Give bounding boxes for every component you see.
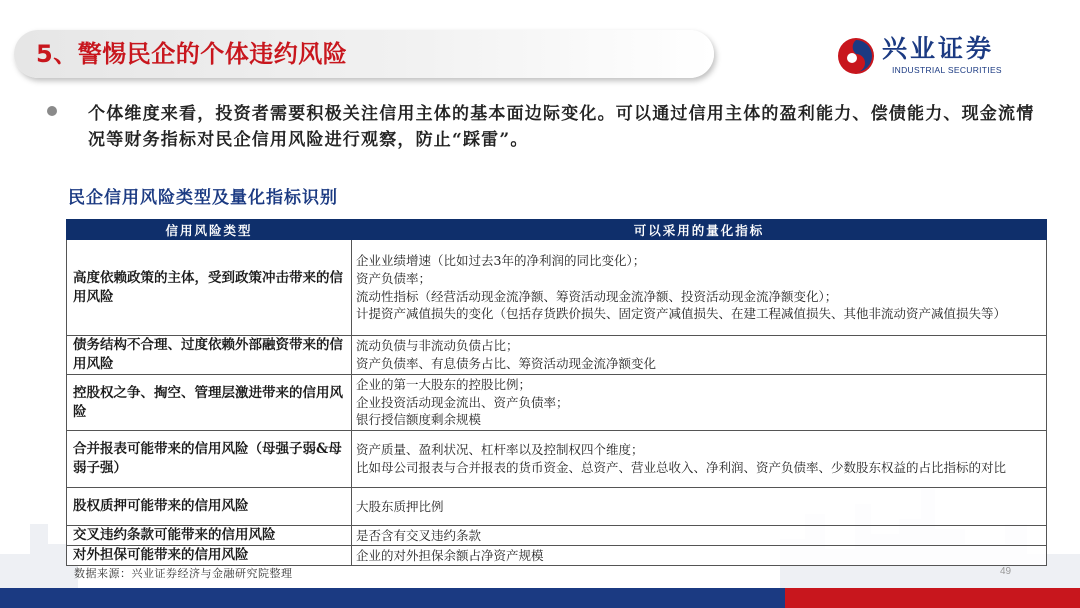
risk-type-cell: 股权质押可能带来的信用风险: [67, 488, 352, 526]
table-row: [67, 240, 1047, 336]
header-risk-type: 信用风险类型: [67, 220, 352, 240]
risk-indicator-table: [66, 219, 1047, 566]
risk-type-cell: 合并报表可能带来的信用风险（母强子弱&母弱子强）: [67, 431, 352, 488]
indicator-line: 计提资产减值损失的变化（包括存货跌价损失、固定资产减值损失、在建工程减值损失、其他非流动资产减值损失等）: [356, 306, 1007, 322]
company-logo: [836, 34, 1046, 82]
indicators-cell: [352, 546, 1047, 566]
logo-name-en: INDUSTRIAL SECURITIES: [892, 65, 1002, 75]
indicator-line: 流动性指标（经营活动现金流净额、筹资活动现金流净额、投资活动现金流净额变化）；: [356, 288, 838, 304]
header-indicators: 可以采用的量化指标: [352, 220, 1047, 240]
indicator-line: 资产负债率、有息债务占比、筹资活动现金流净额变化: [356, 356, 657, 371]
indicator-line: 企业的第一大股东的控股比例；: [356, 377, 532, 393]
page-number: 49: [1000, 566, 1012, 577]
risk-type-cell: 控股权之争、掏空、管理层激进带来的信用风险: [67, 375, 352, 431]
page-title: 5、警惕民企的个体违约风险: [36, 40, 348, 68]
table-row: [67, 488, 1047, 526]
indicator-line: 资产负债率；: [356, 270, 432, 286]
indicators-cell: [352, 431, 1047, 488]
title-banner: [14, 30, 714, 78]
risk-type-cell: 对外担保可能带来的信用风险: [67, 546, 352, 566]
indicators-cell: [352, 375, 1047, 431]
table-header-row: [67, 220, 1047, 240]
bullet-paragraph: 个体维度来看，投资者需要积极关注信用主体的基本面边际变化。可以通过信用主体的盈利能力、偿债能力、现金流情况等财务指标对民企信用风险进行观察，防止“踩雷”。: [88, 104, 1035, 150]
table-title: 民企信用风险类型及量化指标识别: [68, 188, 338, 208]
indicators-cell: [352, 336, 1047, 375]
risk-type-cell: 交叉违约条款可能带来的信用风险: [67, 526, 352, 546]
indicator-line: 企业业绩增速（比如过去3年的净利润的同比变化）；: [356, 253, 646, 269]
table-row: [67, 431, 1047, 488]
indicators-cell: [352, 526, 1047, 546]
indicator-line: 比如母公司报表与合并报表的货币资金、总资产、营业总收入、净利润、资产负债率、少数股东权益的占比指标的对比: [356, 460, 1007, 475]
table-row: [67, 336, 1047, 375]
bullet-icon: [47, 106, 57, 116]
data-source-note: 数据来源：兴业证券经济与金融研究院整理: [74, 567, 293, 580]
indicator-line: 资产质量、盈利状况、杠杆率以及控制权四个维度；: [356, 442, 644, 458]
logo-name-cn: 兴业证券: [882, 34, 995, 63]
table-row: [67, 526, 1047, 546]
indicators-cell: [352, 488, 1047, 526]
indicator-line: 大股东质押比例: [356, 498, 444, 514]
indicators-cell: [352, 240, 1047, 336]
logo-mark-icon: [836, 36, 876, 76]
risk-type-cell: 高度依赖政策的主体，受到政策冲击带来的信用风险: [67, 240, 352, 336]
indicator-line: 企业投资活动现金流出、资产负债率；: [356, 394, 569, 410]
footer-bar-blue: [0, 588, 785, 608]
risk-type-cell: 债务结构不合理、过度依赖外部融资带来的信用风险: [67, 336, 352, 375]
indicator-line: 流动负债与非流动负债占比；: [356, 338, 519, 354]
indicator-line: 银行授信额度剩余规模: [356, 412, 482, 428]
table-row: [67, 375, 1047, 431]
table-row: [67, 546, 1047, 566]
indicator-line: 是否含有交叉违约条款: [356, 527, 482, 543]
indicator-line: 企业的对外担保余额占净资产规模: [356, 547, 544, 563]
footer-bar-red: [785, 588, 1080, 608]
